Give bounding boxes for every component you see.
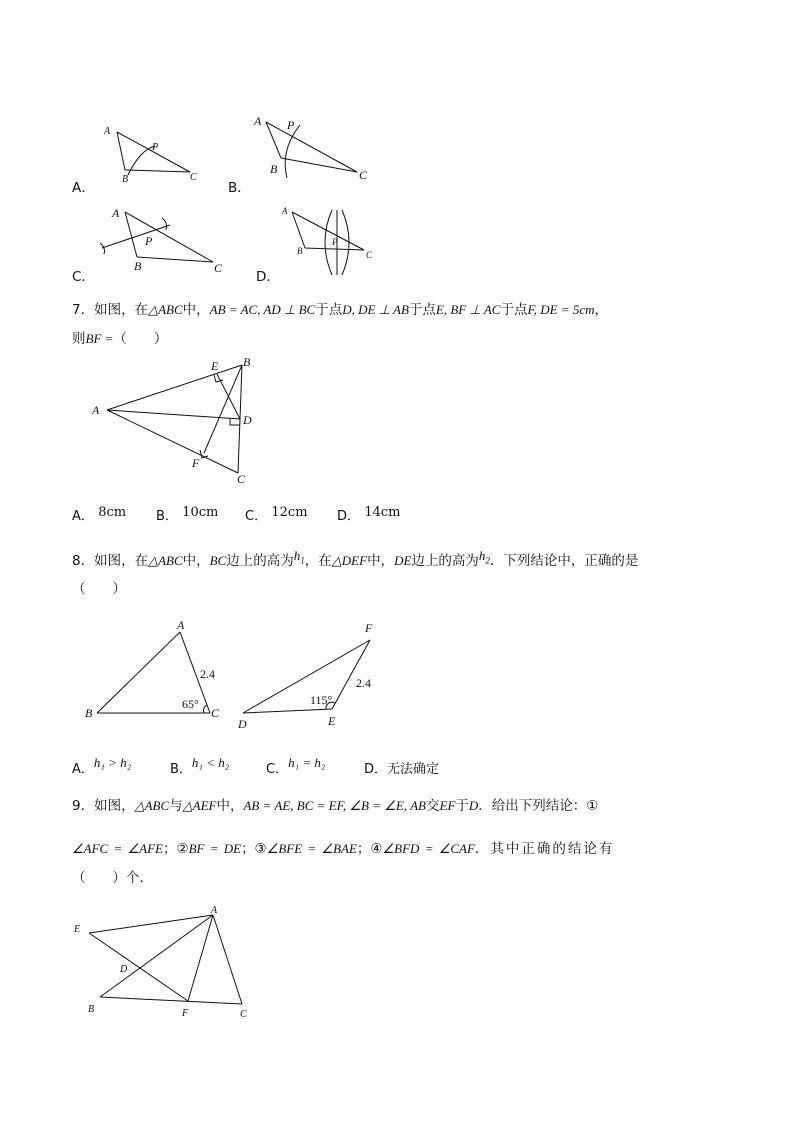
q9-sep-1: ；② [162, 841, 189, 857]
q9-fig-label-d: D [120, 964, 128, 975]
q7-triangle: △ABC [148, 302, 183, 317]
q8-h2-sub: 2 [485, 555, 490, 566]
q9-jiao: 交 [426, 798, 440, 814]
q9-fig-label-a: A [211, 905, 218, 916]
q9-conclusion-1: ∠AFC = ∠AFE [72, 841, 163, 856]
q8-option-b[interactable] [170, 755, 230, 777]
q7-condition: AB = AC, AD ⊥ BC [209, 302, 316, 317]
q8-h1-sub: 1 [300, 555, 305, 566]
q8-stem-line1 [72, 549, 638, 571]
q9-zhong: 中， [216, 798, 244, 814]
q6-figure-a [117, 132, 190, 175]
q7-option-b[interactable] [156, 505, 218, 524]
q8-option-a[interactable] [72, 755, 132, 777]
q6d-label-p: P [332, 237, 338, 247]
q9-d: D [468, 798, 479, 813]
q8-option-b-label: B． [170, 762, 192, 777]
q7-yu3: 于点 [500, 302, 528, 318]
q6-option-a-label[interactable]: A． [72, 180, 95, 196]
q8-t1: 中， [182, 553, 210, 569]
q6d-label-b: B [297, 246, 303, 256]
q8-stem-line2 [72, 577, 126, 597]
q7-option-d[interactable] [337, 505, 400, 524]
q7-figure [80, 350, 280, 485]
q7-ze: 则 [72, 331, 86, 347]
q7-fig-label-d: D [243, 413, 252, 427]
q7-option-d-value: 14cm [364, 505, 401, 520]
q7-fig-label-b: B [243, 355, 251, 369]
q8-option-d-value: 无法确定 [387, 762, 440, 777]
q6d-label-a: A [282, 206, 288, 216]
q8-de: DE [394, 553, 412, 568]
q8-option-a-label: A． [72, 762, 94, 777]
q6b-label-p: P [287, 118, 295, 132]
q7-cond-f: F, DE = 5cm [527, 302, 595, 317]
q7-fig-label-c: C [237, 472, 246, 485]
q6a-label-c: C [190, 172, 197, 183]
q9-fig-label-c: C [240, 1009, 247, 1020]
q8-fig-length-ac: 2.4 [200, 667, 215, 681]
q8-fig-label-c: C [211, 706, 220, 720]
q6-option-c-label[interactable]: C． [72, 269, 95, 285]
q9-answer-paren[interactable]: （ ）个． [72, 870, 153, 886]
q9-conclusion-4: ∠BFD = ∠CAF [382, 841, 475, 856]
q8-option-d-label: D． [364, 762, 388, 777]
q8-answer-paren[interactable]: （ ） [72, 581, 126, 597]
q7-cond-d: D, DE ⊥ AB [342, 302, 409, 317]
q9-fig-label-f: F [182, 1008, 189, 1019]
q8-fig-length-ef: 2.4 [356, 676, 371, 690]
q9-figure [70, 900, 270, 1030]
q8-lead: 8．如图，在 [72, 553, 149, 569]
q8-fig-angle-c: 65° [182, 697, 199, 711]
q9-end: ．其中正确的结论有 [474, 841, 615, 857]
q6-option-figures [0, 0, 794, 290]
q6a-label-a: A [104, 126, 111, 137]
q7-option-d-label: D． [337, 509, 361, 524]
q8-triangle-abc: △ABC [148, 553, 183, 568]
q6a-label-b: B [122, 174, 129, 185]
q7-fig-label-f: F [192, 456, 200, 470]
q8-option-d[interactable] [364, 758, 439, 777]
q6-option-b-label[interactable]: B． [228, 180, 251, 196]
q9-conclusion-3: ∠BFE = ∠BAE [266, 841, 357, 856]
q9-rest: ．给出下列结论：① [478, 798, 599, 814]
q6-figure-b [266, 122, 357, 178]
q7-fig-label-a: A [92, 403, 100, 417]
q6c-label-a: A [112, 206, 120, 220]
q9-fig-label-e: E [74, 924, 81, 935]
q8-t4: 中， [367, 553, 395, 569]
q8-fig-label-b: B [85, 706, 93, 720]
q9-sep-2: ；③ [241, 841, 267, 857]
q9-triangle-aef: △AEF [182, 798, 217, 813]
q7-bf: BF = [85, 331, 114, 346]
q8-triangle-def: △DEF [331, 553, 368, 568]
q8-option-a-value: h₁ > h₂ [93, 755, 132, 770]
q7-cond-e: E, BF ⊥ AC [435, 302, 501, 317]
q7-yu1: 于点 [315, 302, 343, 318]
q9-sep-3: ；④ [356, 841, 383, 857]
q6b-label-b: B [270, 162, 278, 176]
q6c-label-b: B [134, 259, 142, 273]
q7-stem-line2 [72, 327, 167, 347]
q8-h1: h [293, 548, 301, 563]
q9-fig-label-b: B [88, 1004, 95, 1015]
q8-option-c-label: C． [266, 762, 289, 777]
q9-triangle-abc: △ABC [134, 798, 170, 813]
q8-fig-label-a: A [177, 618, 185, 632]
q9-lead: 9．如图， [72, 798, 135, 814]
q9-yu: 与 [169, 798, 183, 814]
q6a-label-p: P [152, 142, 159, 153]
q8-option-c-value: h₁ = h₂ [288, 755, 326, 770]
q8-fig-angle-e: 115° [310, 693, 333, 707]
q8-fig-label-f: F [365, 621, 373, 635]
q9-stem-line1 [72, 794, 598, 814]
q7-option-a-value: 8cm [98, 505, 127, 520]
q8-fig-label-e: E [328, 714, 336, 728]
q6b-label-a: A [254, 114, 262, 128]
q6c-label-c: C [214, 261, 223, 275]
q6d-label-c: C [366, 250, 373, 260]
q7-mid: 中， [182, 302, 210, 318]
q9-conditions: AB = AE, BC = EF, ∠B = ∠E, AB [243, 798, 426, 813]
q6-option-d-label[interactable]: D． [256, 269, 280, 285]
q8-t2: 边上的高为 [226, 553, 294, 569]
q8-option-c[interactable] [266, 755, 326, 777]
q7-option-a[interactable] [72, 505, 126, 524]
q8-figure [80, 610, 400, 735]
q8-t6: ．下列结论中，正确的是 [489, 553, 639, 569]
q8-fig-label-d: D [238, 717, 247, 731]
q7-option-a-label: A． [72, 509, 94, 524]
q7-fig-label-e: E [211, 359, 219, 373]
q7-option-b-label: B． [156, 509, 178, 524]
q9-ef: EF [439, 798, 456, 813]
q7-answer-paren[interactable]: （ ） [113, 331, 168, 347]
q7-yu2: 于点 [408, 302, 436, 318]
q9-conclusion-2: BF = DE [188, 841, 242, 856]
q7-option-c-value: 12cm [271, 505, 308, 520]
q7-option-c-label: C． [245, 509, 268, 524]
q8-t3: ，在 [304, 553, 332, 569]
q9-yu2: 于 [455, 798, 469, 814]
q7-stem-line1 [72, 298, 608, 318]
q7-option-b-value: 10cm [182, 505, 219, 520]
q7-comma: ， [594, 302, 608, 318]
q8-t5: 边上的高为 [411, 553, 479, 569]
q8-h2: h [478, 548, 486, 563]
q8-option-b-value: h₁ < h₂ [191, 755, 230, 770]
q7-option-c[interactable] [245, 505, 308, 524]
q8-bc: BC [209, 553, 227, 568]
q7-lead: 7．如图，在 [72, 302, 149, 318]
q9-stem-line3 [72, 866, 153, 886]
q6b-label-c: C [359, 168, 368, 182]
q6-figure-d [292, 210, 364, 275]
q6c-label-p: P [145, 234, 153, 248]
q9-stem-line2 [72, 837, 614, 857]
